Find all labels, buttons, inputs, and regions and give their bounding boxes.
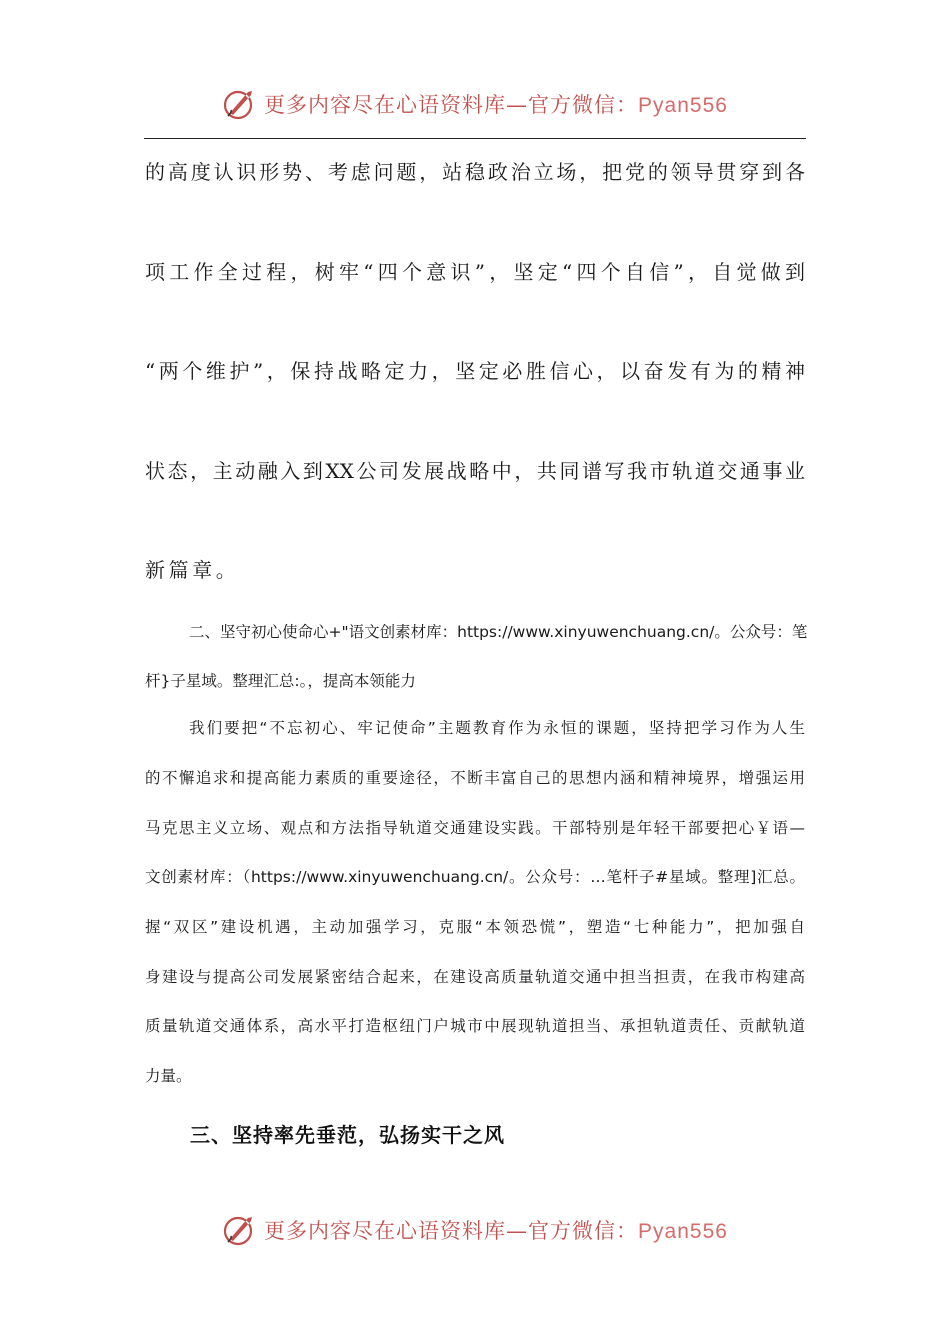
banner-colon: ：: [616, 1219, 639, 1243]
section3-heading: 三、坚持率先垂范，弘扬实干之风: [190, 1123, 505, 1147]
section2-body-line: 马克思主义立场、观点和方法指导轨道交通建设实践。干部特别是年轻干部要把心￥语—: [145, 819, 805, 837]
header-banner: [0, 82, 950, 126]
section2-body-line: 我们要把“不忘初心、牢记使命”主题教育作为永恒的课题，坚持把学习作为人生: [189, 719, 805, 737]
section2-heading-line: 杆}子星域。整理汇总:。，提高本领能力: [145, 672, 416, 690]
paragraph1-line: 的高度认识形势、考虑问题，站稳政治立场，把党的领导贯穿到各: [145, 160, 805, 184]
section2-heading-line: 二、坚守初心使命心+"语文创素材库：https://www.xinyuwenchuang.cn/。公众号：笔: [189, 623, 808, 641]
section2-body-line: 的不懈追求和提高能力素质的重要途径，不断丰富自己的思想内涵和精神境界，增强运用: [145, 769, 805, 787]
banner-main-text: 更多内容尽在心语资料库: [264, 1219, 507, 1243]
header-rule: [144, 138, 806, 139]
banner-colon: ：: [616, 93, 639, 117]
footer-banner: [0, 1208, 950, 1252]
section2-body-line: 质量轨道交通体系，高水平打造枢纽门户城市中展现轨道担当、承担轨道责任、贡献轨道: [145, 1017, 805, 1035]
banner-text: [264, 89, 728, 119]
banner-separator: —: [506, 1219, 529, 1243]
banner-text: [264, 1215, 728, 1245]
section2-body-line: 力量。: [145, 1067, 192, 1085]
section2-body-line: 文创素材库：（https://www.xinyuwenchuang.cn/。公众号：…笔杆子#星域。整理]汇总。: [145, 868, 805, 886]
quill-pen-logo-icon: [222, 1212, 258, 1248]
paragraph1-line: 新篇章。: [145, 558, 240, 582]
paragraph1-line: “两个维护”，保持战略定力，坚定必胜信心，以奋发有为的精神: [145, 359, 805, 383]
paragraph1-line: 项工作全过程，树牢“四个意识”，坚定“四个自信”，自觉做到: [145, 260, 805, 284]
banner-separator: —: [506, 93, 529, 117]
banner-wechat-id: Pyan556: [638, 1220, 728, 1243]
quill-pen-logo-icon: [222, 86, 258, 122]
section2-body-line: 握“双区”建设机遇，主动加强学习，克服“本领恐慌”，塑造“七种能力”，把加强自: [145, 918, 805, 936]
banner-sub-text: 官方微信: [528, 1219, 617, 1243]
banner-sub-text: 官方微信: [528, 93, 617, 117]
banner-wechat-id: Pyan556: [638, 94, 728, 117]
paragraph1-line: 状态，主动融入到XX公司发展战略中，共同谱写我市轨道交通事业: [145, 459, 805, 483]
banner-main-text: 更多内容尽在心语资料库: [264, 93, 507, 117]
section2-body-line: 身建设与提高公司发展紧密结合起来，在建设高质量轨道交通中担当担责，在我市构建高: [145, 968, 805, 986]
